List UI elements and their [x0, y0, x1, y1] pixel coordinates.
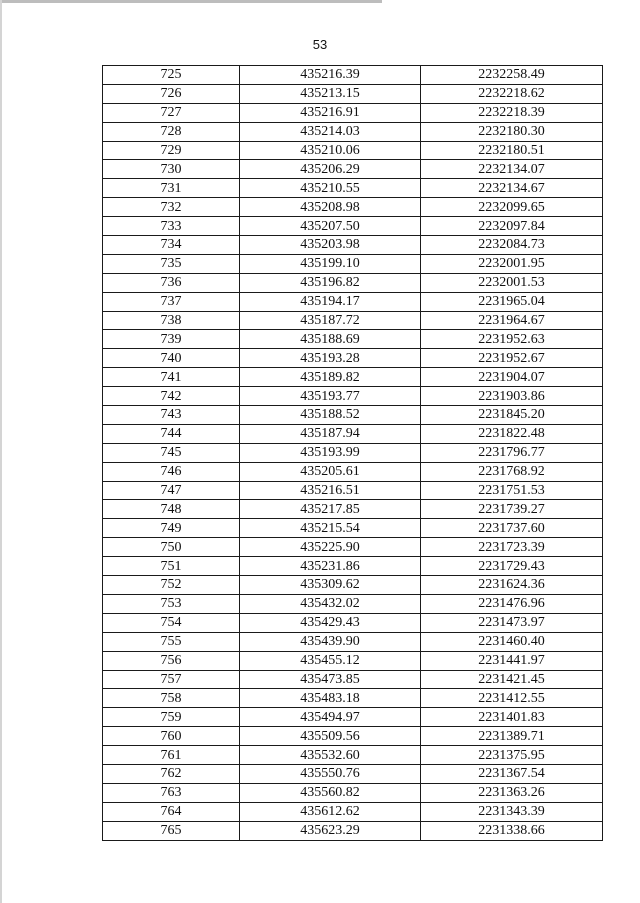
y-coordinate-cell: 2232134.67: [421, 179, 603, 198]
point-number-cell: 757: [103, 670, 240, 689]
point-number-cell: 745: [103, 443, 240, 462]
y-coordinate-cell: 2231729.43: [421, 557, 603, 576]
x-coordinate-cell: 435432.02: [240, 594, 421, 613]
table-row: [103, 821, 603, 840]
y-coordinate-cell: 2232218.62: [421, 84, 603, 103]
table-row: [103, 387, 603, 406]
point-number-cell: 755: [103, 632, 240, 651]
point-number-cell: 729: [103, 141, 240, 160]
y-coordinate-cell: 2232097.84: [421, 217, 603, 236]
point-number-cell: 754: [103, 613, 240, 632]
y-coordinate-cell: 2232134.07: [421, 160, 603, 179]
page-number: 53: [312, 37, 328, 52]
point-number-cell: 735: [103, 254, 240, 273]
y-coordinate-cell: 2231796.77: [421, 443, 603, 462]
x-coordinate-cell: 435199.10: [240, 254, 421, 273]
point-number-cell: 765: [103, 821, 240, 840]
x-coordinate-cell: 435205.61: [240, 462, 421, 481]
y-coordinate-cell: 2231737.60: [421, 519, 603, 538]
x-coordinate-cell: 435193.77: [240, 387, 421, 406]
table-row: [103, 670, 603, 689]
table-row: [103, 802, 603, 821]
y-coordinate-cell: 2231343.39: [421, 802, 603, 821]
table-row: [103, 330, 603, 349]
x-coordinate-cell: 435612.62: [240, 802, 421, 821]
x-coordinate-cell: 435439.90: [240, 632, 421, 651]
point-number-cell: 725: [103, 66, 240, 85]
y-coordinate-cell: 2231421.45: [421, 670, 603, 689]
point-number-cell: 756: [103, 651, 240, 670]
table-row: [103, 368, 603, 387]
point-number-cell: 727: [103, 103, 240, 122]
y-coordinate-cell: 2231363.26: [421, 783, 603, 802]
x-coordinate-cell: 435214.03: [240, 122, 421, 141]
point-number-cell: 731: [103, 179, 240, 198]
y-coordinate-cell: 2231822.48: [421, 424, 603, 443]
y-coordinate-cell: 2231338.66: [421, 821, 603, 840]
y-coordinate-cell: 2232218.39: [421, 103, 603, 122]
table-row: [103, 462, 603, 481]
y-coordinate-cell: 2231460.40: [421, 632, 603, 651]
table-row: [103, 349, 603, 368]
y-coordinate-cell: 2231723.39: [421, 538, 603, 557]
x-coordinate-cell: 435623.29: [240, 821, 421, 840]
table-row: [103, 594, 603, 613]
coordinate-table: [102, 65, 603, 841]
y-coordinate-cell: 2232099.65: [421, 198, 603, 217]
table-row: [103, 481, 603, 500]
table-row: [103, 217, 603, 236]
x-coordinate-cell: 435210.06: [240, 141, 421, 160]
point-number-cell: 726: [103, 84, 240, 103]
point-number-cell: 764: [103, 802, 240, 821]
x-coordinate-cell: 435455.12: [240, 651, 421, 670]
table-row: [103, 292, 603, 311]
x-coordinate-cell: 435206.29: [240, 160, 421, 179]
x-coordinate-cell: 435187.72: [240, 311, 421, 330]
table-row: [103, 198, 603, 217]
point-number-cell: 733: [103, 217, 240, 236]
point-number-cell: 747: [103, 481, 240, 500]
x-coordinate-cell: 435509.56: [240, 727, 421, 746]
y-coordinate-cell: 2231375.95: [421, 746, 603, 765]
scan-left-edge: [0, 0, 2, 903]
table-row: [103, 746, 603, 765]
x-coordinate-cell: 435193.28: [240, 349, 421, 368]
y-coordinate-cell: 2231964.67: [421, 311, 603, 330]
table-row: [103, 236, 603, 255]
x-coordinate-cell: 435429.43: [240, 613, 421, 632]
y-coordinate-cell: 2232084.73: [421, 236, 603, 255]
y-coordinate-cell: 2231903.86: [421, 387, 603, 406]
point-number-cell: 744: [103, 424, 240, 443]
y-coordinate-cell: 2231952.63: [421, 330, 603, 349]
y-coordinate-cell: 2232180.51: [421, 141, 603, 160]
point-number-cell: 761: [103, 746, 240, 765]
point-number-cell: 734: [103, 236, 240, 255]
x-coordinate-cell: 435216.51: [240, 481, 421, 500]
point-number-cell: 739: [103, 330, 240, 349]
y-coordinate-cell: 2232001.53: [421, 273, 603, 292]
point-number-cell: 750: [103, 538, 240, 557]
table-row: [103, 557, 603, 576]
x-coordinate-cell: 435210.55: [240, 179, 421, 198]
table-row: [103, 783, 603, 802]
y-coordinate-cell: 2232001.95: [421, 254, 603, 273]
y-coordinate-cell: 2231739.27: [421, 500, 603, 519]
table-row: [103, 273, 603, 292]
x-coordinate-cell: 435188.69: [240, 330, 421, 349]
point-number-cell: 737: [103, 292, 240, 311]
scan-top-edge: [0, 0, 382, 3]
table-row: [103, 66, 603, 85]
point-number-cell: 743: [103, 406, 240, 425]
y-coordinate-cell: 2231389.71: [421, 727, 603, 746]
y-coordinate-cell: 2231768.92: [421, 462, 603, 481]
x-coordinate-cell: 435231.86: [240, 557, 421, 576]
table-row: [103, 160, 603, 179]
y-coordinate-cell: 2231624.36: [421, 576, 603, 595]
point-number-cell: 749: [103, 519, 240, 538]
table-row: [103, 406, 603, 425]
y-coordinate-cell: 2231473.97: [421, 613, 603, 632]
y-coordinate-cell: 2231952.67: [421, 349, 603, 368]
x-coordinate-cell: 435194.17: [240, 292, 421, 311]
table-row: [103, 443, 603, 462]
point-number-cell: 762: [103, 764, 240, 783]
point-number-cell: 760: [103, 727, 240, 746]
y-coordinate-cell: 2231412.55: [421, 689, 603, 708]
x-coordinate-cell: 435560.82: [240, 783, 421, 802]
point-number-cell: 752: [103, 576, 240, 595]
point-number-cell: 763: [103, 783, 240, 802]
x-coordinate-cell: 435216.39: [240, 66, 421, 85]
point-number-cell: 742: [103, 387, 240, 406]
table-row: [103, 613, 603, 632]
point-number-cell: 758: [103, 689, 240, 708]
table-row: [103, 254, 603, 273]
table-row: [103, 632, 603, 651]
table-row: [103, 727, 603, 746]
point-number-cell: 728: [103, 122, 240, 141]
x-coordinate-cell: 435208.98: [240, 198, 421, 217]
point-number-cell: 738: [103, 311, 240, 330]
x-coordinate-cell: 435189.82: [240, 368, 421, 387]
x-coordinate-cell: 435193.99: [240, 443, 421, 462]
point-number-cell: 732: [103, 198, 240, 217]
table-row: [103, 651, 603, 670]
y-coordinate-cell: 2231401.83: [421, 708, 603, 727]
point-number-cell: 736: [103, 273, 240, 292]
y-coordinate-cell: 2232258.49: [421, 66, 603, 85]
table-row: [103, 311, 603, 330]
x-coordinate-cell: 435217.85: [240, 500, 421, 519]
table-row: [103, 424, 603, 443]
x-coordinate-cell: 435225.90: [240, 538, 421, 557]
x-coordinate-cell: 435196.82: [240, 273, 421, 292]
table-row: [103, 500, 603, 519]
point-number-cell: 741: [103, 368, 240, 387]
point-number-cell: 740: [103, 349, 240, 368]
x-coordinate-cell: 435550.76: [240, 764, 421, 783]
x-coordinate-cell: 435188.52: [240, 406, 421, 425]
x-coordinate-cell: 435473.85: [240, 670, 421, 689]
y-coordinate-cell: 2231441.97: [421, 651, 603, 670]
x-coordinate-cell: 435309.62: [240, 576, 421, 595]
coordinate-table-body: [103, 66, 603, 841]
x-coordinate-cell: 435215.54: [240, 519, 421, 538]
x-coordinate-cell: 435213.15: [240, 84, 421, 103]
y-coordinate-cell: 2232180.30: [421, 122, 603, 141]
y-coordinate-cell: 2231845.20: [421, 406, 603, 425]
point-number-cell: 753: [103, 594, 240, 613]
table-row: [103, 179, 603, 198]
table-row: [103, 84, 603, 103]
y-coordinate-cell: 2231367.54: [421, 764, 603, 783]
table-row: [103, 764, 603, 783]
x-coordinate-cell: 435532.60: [240, 746, 421, 765]
table-row: [103, 576, 603, 595]
table-row: [103, 708, 603, 727]
x-coordinate-cell: 435216.91: [240, 103, 421, 122]
x-coordinate-cell: 435207.50: [240, 217, 421, 236]
table-row: [103, 122, 603, 141]
y-coordinate-cell: 2231476.96: [421, 594, 603, 613]
point-number-cell: 748: [103, 500, 240, 519]
x-coordinate-cell: 435203.98: [240, 236, 421, 255]
x-coordinate-cell: 435483.18: [240, 689, 421, 708]
table-row: [103, 519, 603, 538]
y-coordinate-cell: 2231965.04: [421, 292, 603, 311]
point-number-cell: 751: [103, 557, 240, 576]
table-row: [103, 141, 603, 160]
table-row: [103, 103, 603, 122]
point-number-cell: 730: [103, 160, 240, 179]
table-row: [103, 538, 603, 557]
table-row: [103, 689, 603, 708]
y-coordinate-cell: 2231904.07: [421, 368, 603, 387]
point-number-cell: 759: [103, 708, 240, 727]
point-number-cell: 746: [103, 462, 240, 481]
y-coordinate-cell: 2231751.53: [421, 481, 603, 500]
x-coordinate-cell: 435494.97: [240, 708, 421, 727]
x-coordinate-cell: 435187.94: [240, 424, 421, 443]
